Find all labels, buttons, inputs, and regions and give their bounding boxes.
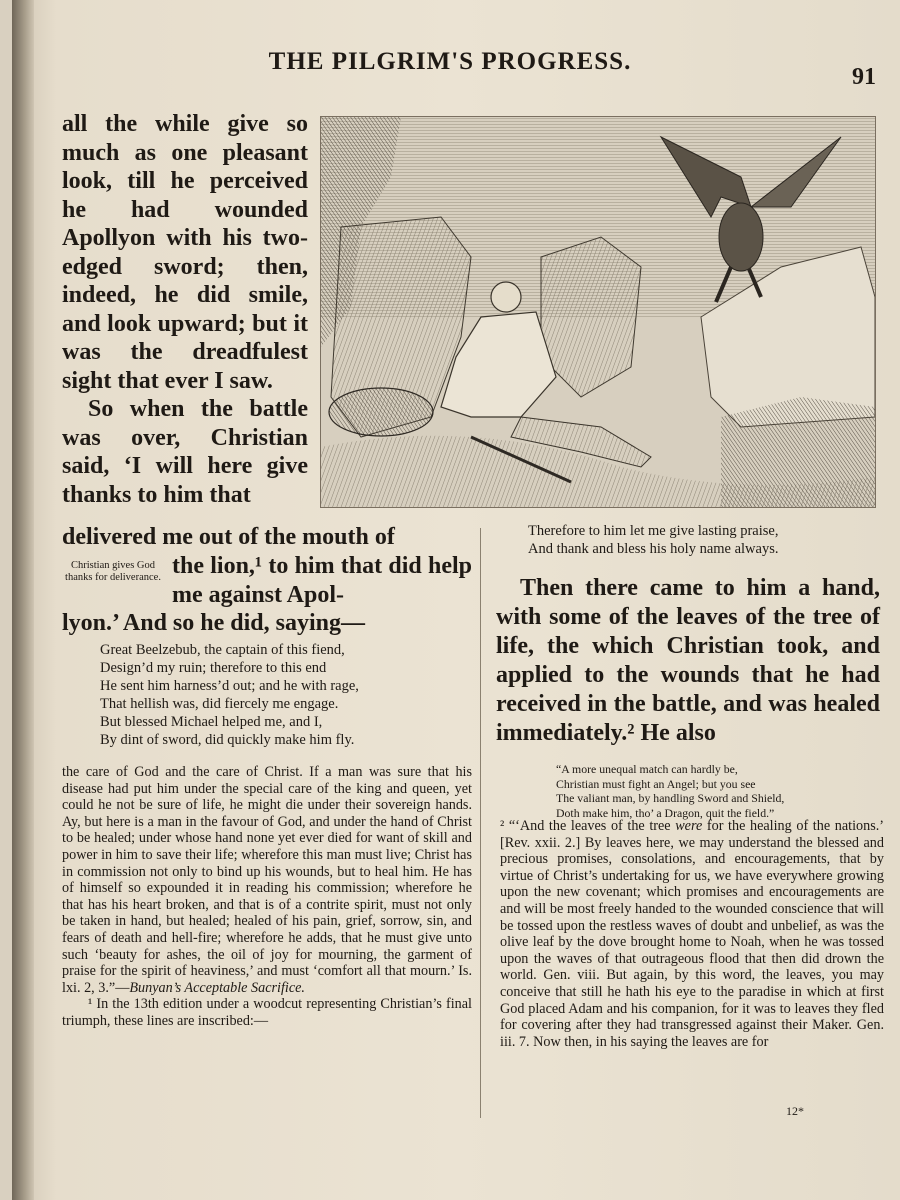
right-footnote-block [500, 818, 884, 1050]
verse-line: He sent him harness’d out; and he with rage, [100, 678, 359, 694]
quote-line: Christian must fight an Angel; but you see [556, 776, 756, 791]
running-title: THE PILGRIM'S PROGRESS. [268, 48, 632, 75]
woodcut-illustration [320, 116, 876, 508]
thanksgiving-verse [100, 641, 359, 749]
verse-line: That hellish was, did fiercely me engage. [100, 696, 339, 712]
verse-line: Design’d my ruin; therefore to this end [100, 660, 327, 676]
intro-paragraph [62, 110, 308, 509]
lion-text-block [172, 552, 472, 609]
lion-text: the lion,¹ to him that did help me against Apol- [172, 553, 472, 608]
note-continuation [62, 764, 472, 996]
quote-line: “A more unequal match can hardly be, [556, 762, 738, 776]
delivered-line: delivered me out of the mouth of [62, 524, 395, 550]
praise-line: Therefore to him let me give lasting praise, [528, 523, 779, 539]
apollyon-line: lyon.’ And so he did, saying— [62, 610, 365, 636]
footnote-2: ² “‘And the leaves of the tree were for the healing of the nations.’ [Rev. xxii. 2.] By leaves here, we may understand the blessed and precious promises, consolations, and encouragements, that by virtue of Christ’s undertaking for us, we have everywhere growing upon the new covenant; which promises and encouragements are and will be most freely handed to the wounded conscience that will be tossed upon the restless waves of doubt and unbelief, as was the olive leaf by the dove brought home to Noah, when he was tossed upon the waves of that outrageous flood that then did drown the world. Gen. viii. But again, by this word, the leaves, you may conceive that still he hath his eye to the paradise in which at first God placed Adam and his companion, for it was to leaves they fled for covering after they had transgressed against their Maker. Gen. iii. 7. Now then, in his saying the leaves are for [500, 818, 884, 1050]
page-number: 91 [852, 64, 876, 90]
christian-and-apollyon-engraving [321, 117, 875, 507]
shield [329, 388, 433, 436]
quote-line: The valiant man, by handling Sword and Shield, [556, 791, 785, 805]
signature-mark: 12* [786, 1104, 804, 1118]
quote-line: Doth make him, tho’ a Dragon, quit the field.” [556, 805, 775, 820]
footnote-1: ¹ In the 13th edition under a woodcut representing Christian’s final triumph, these lines are inscribed:— [62, 996, 472, 1029]
verse-line: Great Beelzebub, the captain of this fiend, [100, 642, 345, 658]
praise-line: And thank and bless his holy name always. [528, 541, 779, 557]
healing-text: Then there came to him a hand, with some of the leaves of the tree of life, the which Christian took, and applied to the wounds that he had received in the battle, and was healed immediately.² He also [496, 575, 880, 746]
left-footnote-block [62, 764, 472, 1030]
inscription-quote [556, 762, 784, 820]
intro-text: all the while give so much as one pleasant look, till he perceived he had wounded Apollyon with his two-edged sword; then, indeed, he did smile, and look upward; but it was the dreadfulest sight that ever I saw. [62, 111, 308, 394]
verse-line: But blessed Michael helped me, and I, [100, 714, 323, 730]
note-text: the care of God and the care of Christ. If a man was sure that his disease had put him under the special care of the king and queen, yet could he not be sure of life, he might die under their sovereign hands. Ay, but here is a man in the favour of God, and under the hand of Christ to be healed; under whose hand none yet ever died for want of skill and power in him to save their life; wherefore this man must live; Christ has in commission not only to bind up his wounds, but to heal him. He has of himself so expounded it in reading his commission; wherefore he that has his heart broken, and that is of a contrite spirit, must not only be taken in hand, but healed; healed of his pain, grief, sorrow, sin, and fears of death and hell-fire; wherefore he adds, that he must give unto such ‘beauty for ashes, the oil of joy for mourning, the garment of praise for the spirit of heaviness,’ and must ‘comfort all that mourn.’ Is. lxi. 2, 3.”— [62, 764, 472, 996]
note-source: Bunyan’s Acceptable Sacrifice. [129, 979, 305, 996]
praise-verse [528, 522, 779, 558]
column-divider [480, 528, 481, 1118]
verse-line: By dint of sword, did quickly make him fly. [100, 732, 355, 748]
book-gutter [12, 0, 34, 1200]
battle-text: So when the battle was over, Christian said, ‘I will here give thanks to him that [62, 396, 308, 508]
margin-note: Christian gives God thanks for deliverance. [65, 560, 161, 583]
healing-paragraph [496, 574, 880, 748]
